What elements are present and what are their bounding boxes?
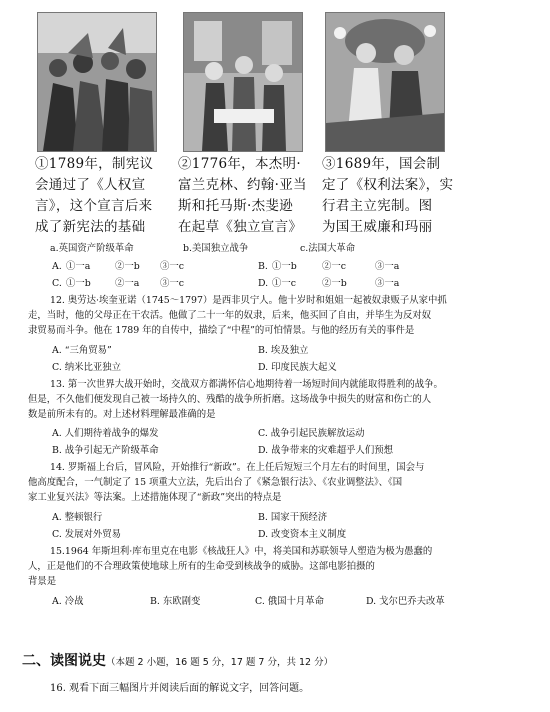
q15-line-3: 背景是 xyxy=(28,576,57,587)
q11-option-a-label: A. xyxy=(52,261,62,272)
q11-option-d-label: D. xyxy=(258,278,269,289)
q16-prompt xyxy=(50,679,309,694)
q15-option-b: B. 东欧剧变 xyxy=(150,596,201,607)
caption-3-line-3: 行君主立宪制。图 xyxy=(322,198,433,214)
q14-stem xyxy=(28,460,528,505)
q15-option-c: C. 俄国十月革命 xyxy=(255,596,325,607)
q11-option-a-1: ①一a xyxy=(66,261,91,272)
crowd-scene-image xyxy=(38,13,156,151)
royal-scene-image xyxy=(326,13,444,151)
q11-choice-b: b.美国独立战争 xyxy=(183,243,249,254)
q11-option-a-3: ③一c xyxy=(160,261,185,272)
q13-stem xyxy=(28,377,528,422)
q11-choice-a: a.英国资产阶级革命 xyxy=(50,243,134,254)
q13-option-c: C. 战争引起民族解放运动 xyxy=(258,428,365,439)
caption-1-line-4: 成了新宪法的基础 xyxy=(35,219,146,235)
q13-option-b: B. 战争引起无产阶级革命 xyxy=(52,445,159,456)
caption-1 xyxy=(35,154,175,238)
q14-option-c: C. 发展对外贸易 xyxy=(52,529,122,540)
q14-option-d: D. 改变资本主义制度 xyxy=(258,529,347,540)
q11-option-b-2: ②一c xyxy=(322,261,347,272)
caption-3 xyxy=(322,154,462,238)
section-2-heading xyxy=(22,650,333,670)
q15-option-d: D. 戈尔巴乔夫改革 xyxy=(366,596,445,607)
caption-2-line-3: 斯和托马斯·杰斐逊 xyxy=(178,198,293,214)
q11-option-d-1: ①一c xyxy=(272,278,297,289)
q15-option-a: A. 冷战 xyxy=(52,596,84,607)
q12-line-1: 12. 奥劳达·埃奎亚诺（1745～1797）是西非贝宁人。他十岁时和姐姐一起被奴隶贩子从家中抓 xyxy=(50,295,447,306)
q11-option-d-2: ②一b xyxy=(322,278,347,289)
q13-option-a: A. 人们期待着战争的爆发 xyxy=(52,428,159,439)
q14-option-b: B. 国家干预经济 xyxy=(258,512,328,523)
q12-line-2: 走，当时，他的父母正在干农活。他做了二十一年的奴隶，后来，他买回了自由，并毕生为反对奴 xyxy=(28,310,432,321)
caption-1-line-2: 会通过了《人权宣 xyxy=(35,177,146,193)
q14-line-1: 14. 罗斯福上台后，冒风险，开始推行“新政”。在上任后短短三个月左右的时间里，国会与 xyxy=(50,462,425,473)
q11-option-b-1: ①一b xyxy=(272,261,297,272)
q12-option-c: C. 纳米比亚独立 xyxy=(52,362,122,373)
q11-option-c-2: ②一a xyxy=(115,278,140,289)
q11-option-b-label: B. xyxy=(258,261,268,272)
q12-line-3: 隶贸易而斗争。他在 1789 年的自传中，描绘了“中程”的可怕情景。与他的经历有关的事件是 xyxy=(28,325,415,336)
q15-line-2: 人，正是他们的不合理政策使地球上所有的生命受到核战争的威胁。这部电影拍摄的 xyxy=(28,561,375,572)
q13-line-2: 但是，不久他们便发现自己被一场持久的、残酷的战争所折磨。这场战争中损失的财富和伤亡的人 xyxy=(28,394,432,405)
q13-option-d: D. 战争带来的灾难超乎人们预想 xyxy=(258,445,394,456)
q13-line-1: 13. 第一次世界大战开始时，交战双方都满怀信心地期待着一场短时间内就能取得胜利的战争。 xyxy=(50,379,443,390)
drafting-scene-image xyxy=(184,13,302,151)
q15-line-1: 15.1964 年斯坦利·库布里克在电影《核战狂人》中，将美国和苏联领导人塑造为极为愚蠢的 xyxy=(50,546,433,557)
q11-option-a-2: ②一b xyxy=(115,261,140,272)
section-2-note: （本题 2 小题，16 题 5 分，17 题 7 分，共 12 分） xyxy=(106,657,334,668)
q15-stem xyxy=(28,544,528,589)
q14-line-2: 他高度配合，一气制定了 15 项重大立法，先后出台了《紧急银行法》、《农业调整法》、《国 xyxy=(28,477,403,488)
q11-option-b-3: ③一a xyxy=(375,261,400,272)
caption-2-line-2: 富兰克林、约翰·亚当 xyxy=(178,177,307,193)
q11-choice-c: c.法国大革命 xyxy=(300,243,356,254)
q12-stem xyxy=(28,293,528,338)
q13-line-3: 数是前所未有的。对上述材料理解最准确的是 xyxy=(28,409,216,420)
q11-option-c-3: ③一c xyxy=(160,278,185,289)
q11-option-c-1: ①一b xyxy=(66,278,91,289)
photo-declaration-drafting xyxy=(183,12,303,152)
caption-3-line-4: 为国王威廉和玛丽 xyxy=(322,219,433,235)
caption-1-line-1: ①1789年，制宪议 xyxy=(35,156,154,172)
caption-3-line-1: ③1689年，国会制 xyxy=(322,156,441,172)
q12-option-b: B. 埃及独立 xyxy=(258,345,309,356)
q11-option-d-3: ③一a xyxy=(375,278,400,289)
q11-option-c-label: C. xyxy=(52,278,62,289)
q16-text: 16. 观看下面三幅图片并阅读后面的解说文字，回答问题。 xyxy=(50,683,310,694)
caption-3-line-2: 定了《权利法案》，实 xyxy=(322,177,454,193)
caption-1-line-3: 言》，这个宣言后来 xyxy=(35,198,153,214)
caption-2-line-4: 在起草《独立宣言》 xyxy=(178,219,303,235)
caption-2 xyxy=(178,154,318,238)
q14-option-a: A. 整顿银行 xyxy=(52,512,103,523)
caption-2-line-1: ②1776年，本杰明· xyxy=(178,156,301,172)
photo-william-and-mary xyxy=(325,12,445,152)
section-2-title: 二、读图说史 xyxy=(22,653,106,669)
q12-option-a: A. “三角贸易” xyxy=(52,345,112,356)
q14-line-3: 家工业复兴法》等法案。上述措施体现了“新政”突出的特点是 xyxy=(28,492,282,503)
q12-option-d: D. 印度民族大起义 xyxy=(258,362,337,373)
photo-constitutional-assembly xyxy=(37,12,157,152)
